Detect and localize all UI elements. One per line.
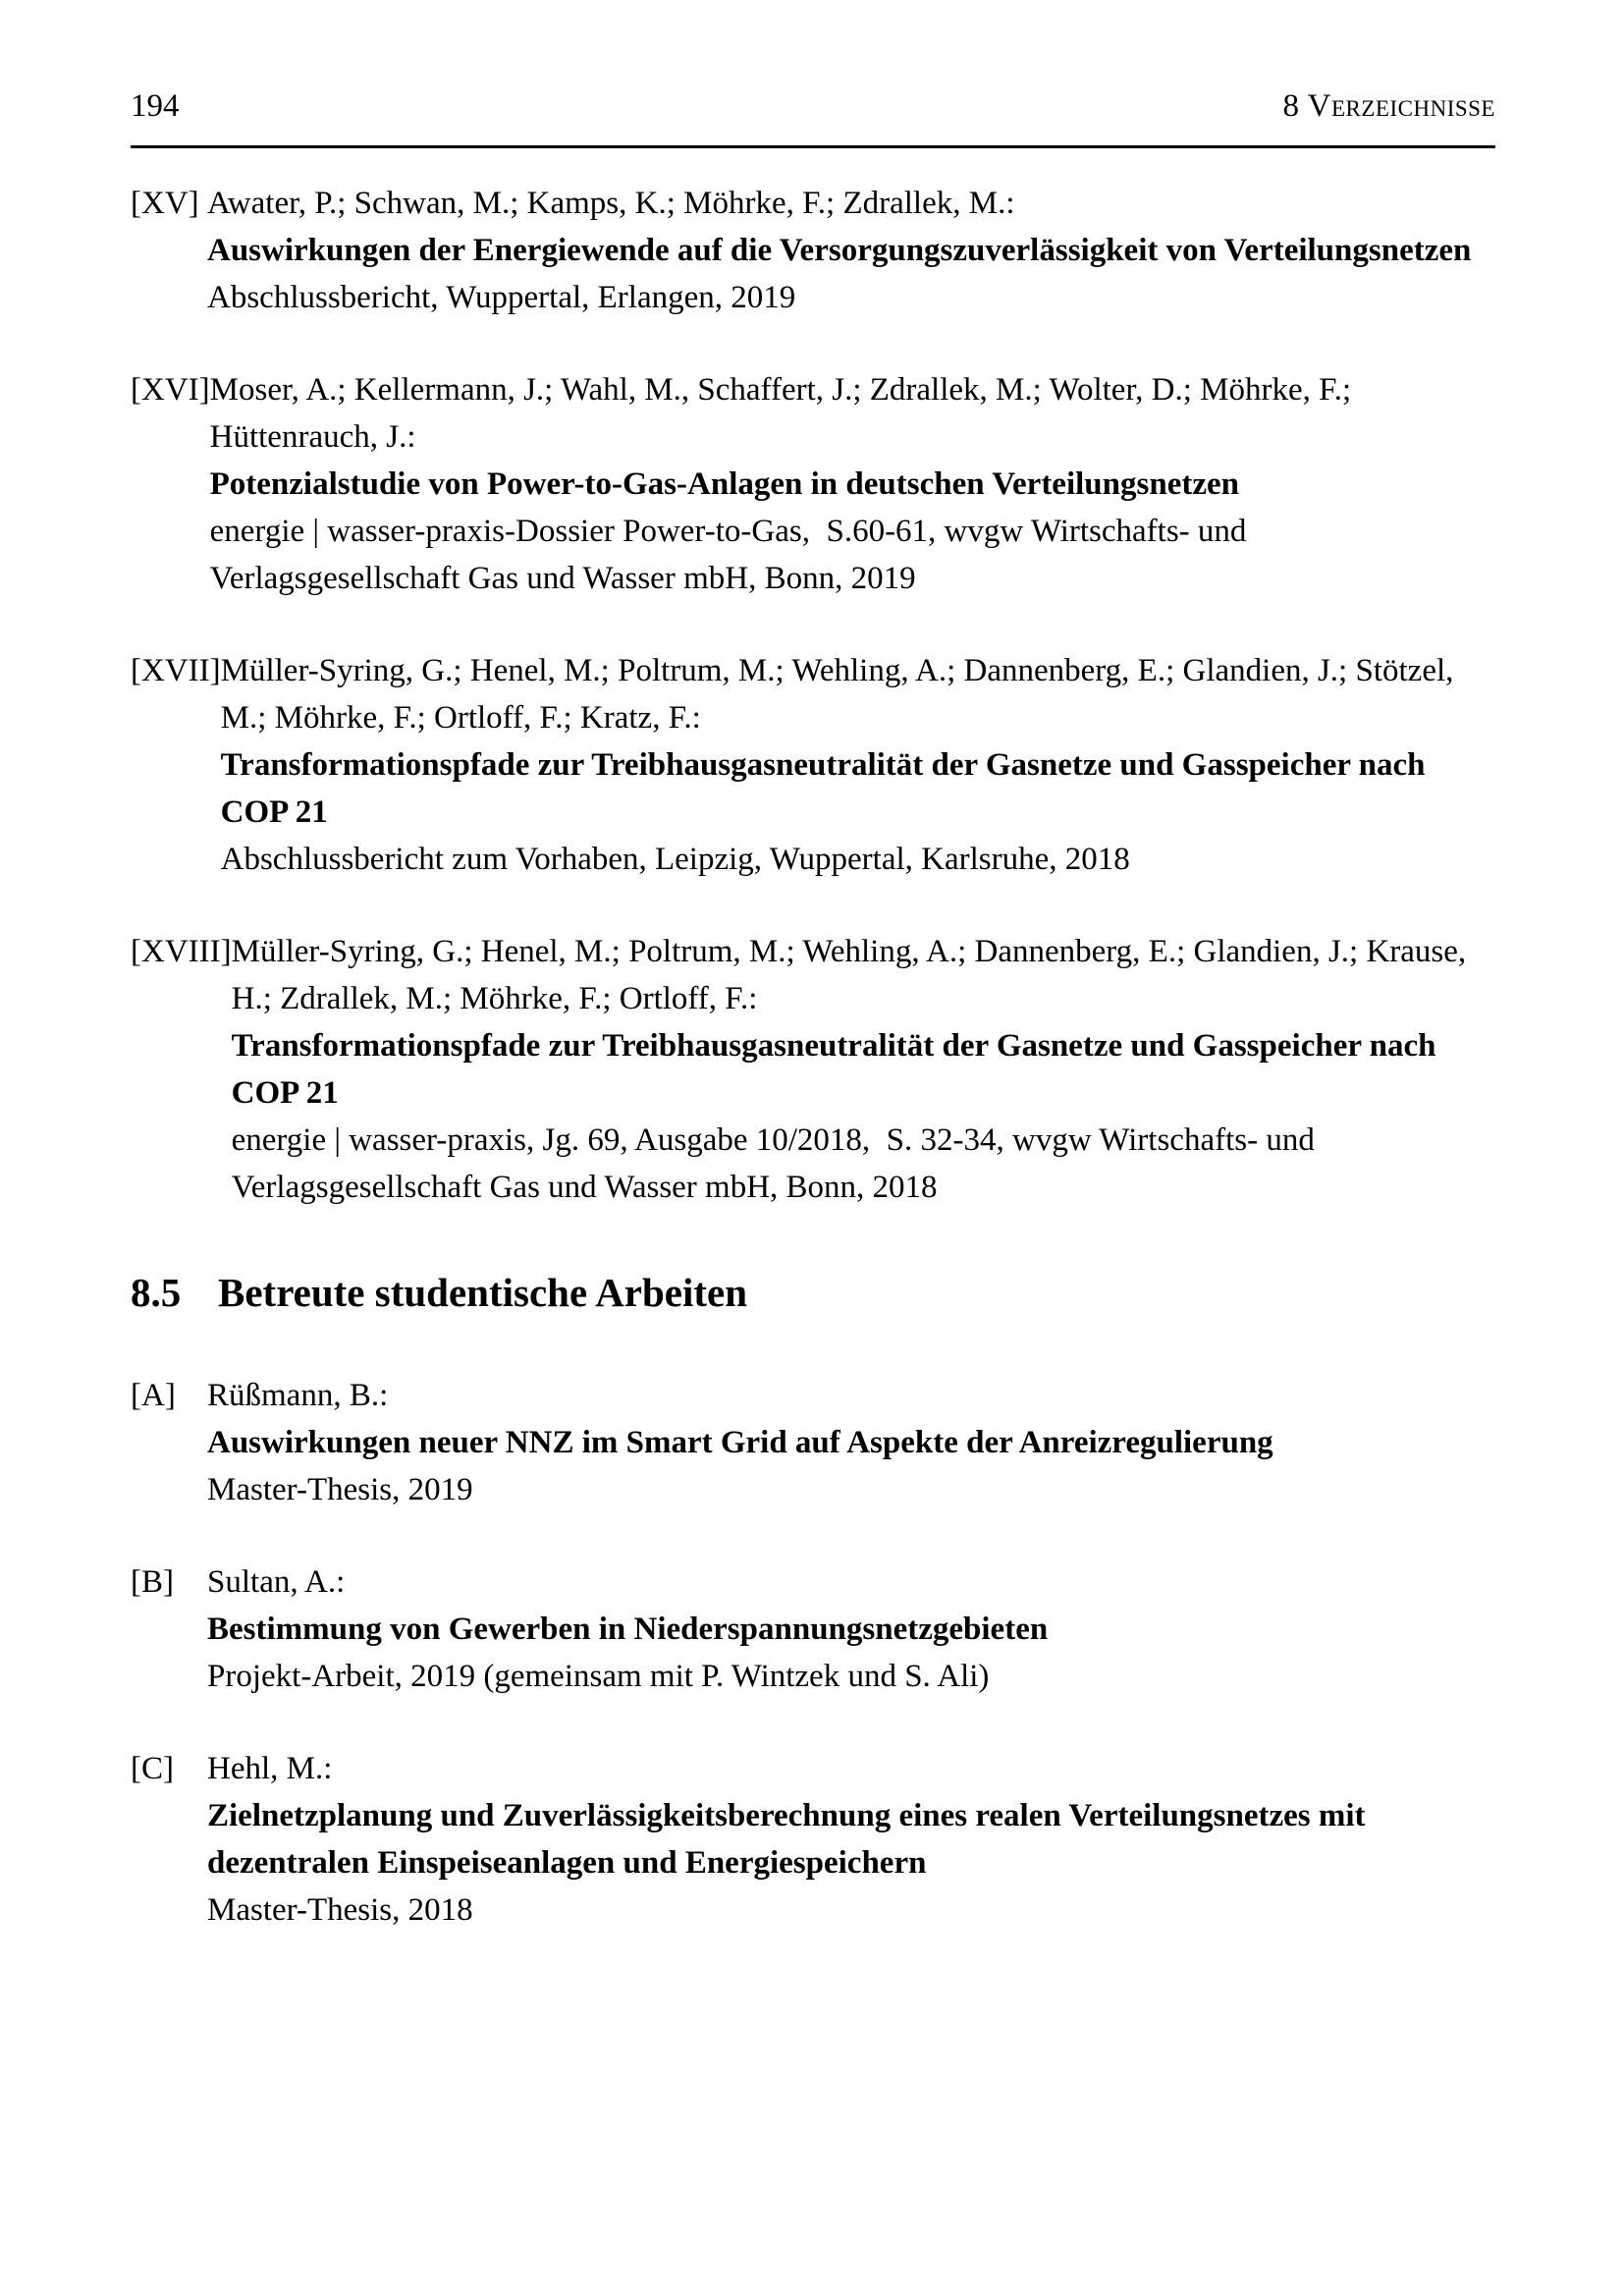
reference-label: [A] [131, 1378, 176, 1413]
student-work-entry [131, 1558, 1495, 1700]
student-work-entry [131, 1745, 1495, 1934]
reference-source: Master-Thesis, 2018 [207, 1892, 473, 1928]
reference-source: Master-Thesis, 2019 [207, 1472, 473, 1507]
reference-authors: Müller-Syring, G.; Henel, M.; Poltrum, M.; Wehling, A.; Dannenberg, E.; Glandien, J.; Krause, H.; Zdrallek, M.; Möhrke, F.; Ortloff, F.: [231, 934, 1475, 1016]
reference-label: [XV] [131, 186, 199, 221]
reference-authors: Moser, A.; Kellermann, J.; Wahl, M., Schaffert, J.; Zdrallek, M.; Wolter, D.; Möhrke, F.; Hüttenrauch, J.: [209, 372, 1360, 455]
reference-title: Auswirkungen der Energiewende auf die Versorgungszuverlässigkeit von Verteilungsnetzen [207, 233, 1472, 268]
reference-title: Zielnetzplanung und Zuverlässigkeitsberechnung eines realen Verteilungsnetzes mit dezentralen Einspeiseanlagen und Energiespeichern [207, 1798, 1374, 1881]
section-title: Betreute studentische Arbeiten [218, 1270, 748, 1315]
reference-title: Auswirkungen neuer NNZ im Smart Grid auf Aspekte der Anreizregulierung [207, 1425, 1273, 1460]
reference-body [207, 180, 1495, 321]
student-work-entry [131, 1372, 1495, 1513]
section-number: 8.5 [131, 1270, 182, 1315]
reference-body [232, 928, 1495, 1211]
reference-authors: Rüßmann, B.: [207, 1378, 389, 1413]
reference-authors: Hehl, M.: [207, 1751, 333, 1786]
reference-title: Transformationspfade zur Treibhausgasneutralität der Gasnetze und Gasspeicher nach COP 21 [231, 1028, 1444, 1111]
running-chapter-title: 8 Verzeichnisse [1282, 88, 1495, 124]
reference-body [207, 1558, 1495, 1700]
reference-entry [131, 647, 1495, 883]
reference-source: energie | wasser-praxis-Dossier Power-to-Gas, S.60-61, wvgw Wirtschafts- und Verlagsgesellschaft Gas und Wasser mbH, Bonn, 2019 [209, 514, 1255, 596]
reference-body [221, 647, 1495, 883]
reference-label: [XVIII] [131, 934, 232, 969]
page-content [131, 180, 1495, 1934]
reference-authors: Awater, P.; Schwan, M.; Kamps, K.; Möhrke, F.; Zdrallek, M.: [207, 186, 1015, 221]
reference-label: [C] [131, 1751, 174, 1786]
reference-source: Projekt-Arbeit, 2019 (gemeinsam mit P. Wintzek und S. Ali) [207, 1659, 990, 1694]
reference-label: [XVI] [131, 372, 210, 408]
reference-source: Abschlussbericht zum Vorhaben, Leipzig, Wuppertal, Karlsruhe, 2018 [220, 842, 1130, 877]
reference-source: Abschlussbericht, Wuppertal, Erlangen, 2019 [207, 280, 796, 315]
reference-body [207, 1372, 1495, 1513]
reference-title: Potenzialstudie von Power-to-Gas-Anlagen in deutschen Verteilungsnetzen [209, 466, 1239, 502]
reference-source: energie | wasser-praxis, Jg. 69, Ausgabe 10/2018, S. 32-34, wvgw Wirtschafts- und Verlagsgesellschaft Gas und Wasser mbH, Bonn, 2018 [231, 1122, 1323, 1205]
reference-title: Bestimmung von Gewerben in Niederspannungsnetzgebieten [207, 1612, 1049, 1647]
page-number: 194 [131, 88, 180, 124]
reference-body [207, 1745, 1495, 1934]
reference-label: [XVII] [131, 653, 221, 688]
reference-label: [B] [131, 1564, 174, 1600]
reference-authors: Sultan, A.: [207, 1564, 346, 1600]
page-header [131, 0, 1495, 148]
reference-entry [131, 180, 1495, 321]
section-heading [131, 1268, 1495, 1317]
reference-entry [131, 928, 1495, 1211]
reference-title: Transformationspfade zur Treibhausgasneutralität der Gasnetze und Gasspeicher nach COP 21 [220, 747, 1434, 830]
reference-authors: Müller-Syring, G.; Henel, M.; Poltrum, M.; Wehling, A.; Dannenberg, E.; Glandien, J.; Stötzel, M.; Möhrke, F.; Ortloff, F.; Kratz, F.: [220, 653, 1462, 736]
reference-body [210, 366, 1495, 602]
reference-entry [131, 366, 1495, 602]
